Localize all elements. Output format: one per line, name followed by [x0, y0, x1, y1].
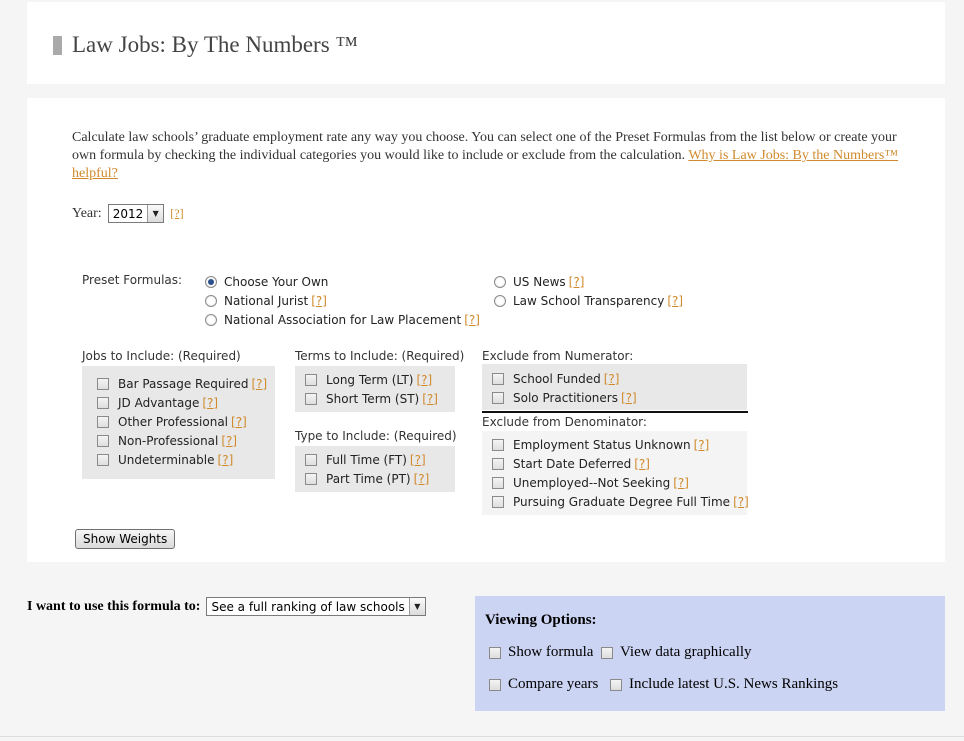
- help-link[interactable]: [?]: [634, 456, 650, 471]
- help-link[interactable]: [?]: [464, 313, 480, 327]
- help-link[interactable]: [?]: [620, 390, 637, 405]
- page-title: Law Jobs: By The Numbers ™: [72, 32, 358, 57]
- job-option[interactable]: [97, 393, 275, 412]
- show-weights-button[interactable]: Show Weights: [75, 529, 175, 549]
- preset-national-jurist[interactable]: [205, 294, 327, 308]
- chevron-down-icon: ▼: [409, 598, 425, 615]
- preset-label: Law School Transparency: [513, 294, 665, 308]
- help-link[interactable]: [?]: [568, 275, 585, 289]
- option-label: Include latest U.S. News Rankings: [629, 676, 839, 692]
- include-us-news-option[interactable]: [610, 676, 838, 693]
- terms-box: [295, 366, 455, 412]
- header-panel: [27, 2, 945, 84]
- title-accent-bar: [53, 36, 62, 55]
- help-link[interactable]: [?]: [251, 376, 268, 391]
- option-label: Long Term (LT): [326, 372, 414, 387]
- year-select[interactable]: [108, 204, 165, 223]
- option-label: Show formula: [508, 644, 594, 660]
- formula-usage-select[interactable]: [206, 597, 425, 616]
- jobs-label: Jobs to Include: (Required): [82, 349, 241, 363]
- help-link[interactable]: [?]: [422, 391, 438, 406]
- denominator-box: [482, 431, 747, 515]
- option-label: Employment Status Unknown: [513, 437, 691, 452]
- checkbox-icon[interactable]: [97, 454, 109, 466]
- intro-body: Calculate law schools’ graduate employment rate any way you choose. You can select one of the Preset Formulas from the list below or create your own formula by checking the individual categories you would like to include or exclude from the calculation.: [72, 130, 897, 163]
- checkbox-icon[interactable]: [97, 397, 109, 409]
- job-option[interactable]: [97, 374, 275, 393]
- help-link[interactable]: [?]: [217, 452, 234, 467]
- year-select-value: 2012: [112, 206, 144, 221]
- job-option[interactable]: [97, 431, 275, 450]
- type-option[interactable]: [305, 450, 455, 469]
- checkbox-icon[interactable]: [305, 374, 317, 386]
- why-helpful-link[interactable]: Why is Law Jobs: By the Numbers™ helpful?: [72, 148, 899, 181]
- formula-builder-panel: [27, 98, 945, 562]
- year-help-link[interactable]: [?]: [170, 206, 184, 220]
- denominator-label: Exclude from Denominator:: [482, 415, 647, 429]
- help-link[interactable]: [?]: [231, 414, 247, 429]
- checkbox-icon[interactable]: [492, 373, 504, 385]
- option-label: Compare years: [508, 676, 599, 692]
- preset-choose-your-own[interactable]: [205, 275, 328, 289]
- option-label: Bar Passage Required: [118, 376, 249, 391]
- jobs-box: [82, 366, 275, 479]
- terms-label: Terms to Include: (Required): [295, 349, 465, 363]
- radio-icon[interactable]: [205, 295, 217, 307]
- show-formula-option[interactable]: [489, 644, 593, 661]
- checkbox-icon[interactable]: [97, 378, 109, 390]
- numerator-label: Exclude from Numerator:: [482, 349, 634, 363]
- checkbox-icon[interactable]: [492, 439, 504, 451]
- view-graphically-option[interactable]: [601, 644, 752, 661]
- option-label: Unemployed--Not Seeking: [513, 475, 671, 490]
- preset-label: Choose Your Own: [224, 275, 329, 289]
- option-label: Pursuing Graduate Degree Full Time: [513, 494, 731, 509]
- checkbox-icon[interactable]: [305, 454, 317, 466]
- preset-label: National Jurist: [224, 294, 309, 308]
- option-label: Other Professional: [118, 414, 229, 429]
- help-link[interactable]: [?]: [311, 294, 327, 308]
- preset-label: US News: [513, 275, 566, 289]
- preset-formulas-label: Preset Formulas:: [82, 273, 183, 287]
- type-option[interactable]: [305, 469, 455, 488]
- help-link[interactable]: [?]: [673, 475, 689, 490]
- option-label: Part Time (PT): [326, 471, 411, 486]
- option-label: JD Advantage: [118, 395, 200, 410]
- preset-law-school-transparency[interactable]: [494, 294, 683, 308]
- term-option[interactable]: [305, 370, 455, 389]
- option-label: Non-Professional: [118, 433, 219, 448]
- numerator-box: [482, 364, 747, 410]
- denominator-option[interactable]: [492, 435, 747, 454]
- help-link[interactable]: [?]: [667, 294, 684, 308]
- option-label: Undeterminable: [118, 452, 215, 467]
- checkbox-icon[interactable]: [601, 647, 613, 659]
- year-row: [72, 204, 184, 223]
- formula-usage-value: See a full ranking of law schools: [211, 599, 405, 614]
- radio-icon[interactable]: [494, 295, 506, 307]
- help-link[interactable]: [?]: [413, 471, 430, 486]
- help-link[interactable]: [?]: [221, 433, 238, 448]
- footer-divider: [0, 736, 964, 737]
- checkbox-icon[interactable]: [492, 392, 504, 404]
- formula-usage-row: [27, 597, 426, 616]
- viewing-options-panel: [475, 596, 945, 711]
- option-label: Solo Practitioners: [513, 390, 618, 405]
- checkbox-icon[interactable]: [492, 458, 504, 470]
- viewing-options-title: Viewing Options:: [485, 612, 597, 628]
- option-label: Short Term (ST): [326, 391, 420, 406]
- preset-nalp[interactable]: [205, 313, 480, 327]
- radio-icon[interactable]: [494, 276, 506, 288]
- preset-label: National Association for Law Placement: [224, 313, 462, 327]
- help-link[interactable]: [?]: [693, 437, 710, 452]
- radio-icon[interactable]: [205, 276, 217, 288]
- checkbox-icon[interactable]: [610, 679, 622, 691]
- job-option[interactable]: [97, 412, 275, 431]
- denominator-option[interactable]: [492, 492, 747, 511]
- radio-icon[interactable]: [205, 314, 217, 326]
- checkbox-icon[interactable]: [305, 473, 317, 485]
- checkbox-icon[interactable]: [489, 647, 501, 659]
- option-label: View data graphically: [620, 644, 752, 660]
- year-label: Year:: [72, 205, 102, 221]
- option-label: School Funded: [513, 371, 601, 386]
- checkbox-icon[interactable]: [489, 679, 501, 691]
- job-option[interactable]: [97, 450, 275, 469]
- chevron-down-icon: ▼: [147, 205, 163, 222]
- numerator-option[interactable]: [492, 369, 747, 388]
- help-link[interactable]: [?]: [416, 372, 433, 387]
- types-box: [295, 446, 455, 492]
- checkbox-icon[interactable]: [492, 477, 504, 489]
- help-link[interactable]: [?]: [733, 494, 749, 509]
- numerator-option[interactable]: [492, 388, 747, 407]
- denominator-option[interactable]: [492, 454, 747, 473]
- checkbox-icon[interactable]: [492, 496, 504, 508]
- option-label: Full Time (FT): [326, 452, 407, 467]
- checkbox-icon[interactable]: [305, 393, 317, 405]
- checkbox-icon[interactable]: [97, 416, 109, 428]
- section-divider: [482, 411, 748, 413]
- preset-us-news[interactable]: [494, 275, 584, 289]
- option-label: Start Date Deferred: [513, 456, 632, 471]
- term-option[interactable]: [305, 389, 455, 408]
- types-label: Type to Include: (Required): [295, 429, 457, 443]
- compare-years-option[interactable]: [489, 676, 598, 693]
- formula-usage-label: I want to use this formula to:: [27, 598, 201, 614]
- help-link[interactable]: [?]: [603, 371, 620, 386]
- intro-text: [72, 129, 912, 183]
- help-link[interactable]: [?]: [202, 395, 219, 410]
- help-link[interactable]: [?]: [409, 452, 426, 467]
- denominator-option[interactable]: [492, 473, 747, 492]
- checkbox-icon[interactable]: [97, 435, 109, 447]
